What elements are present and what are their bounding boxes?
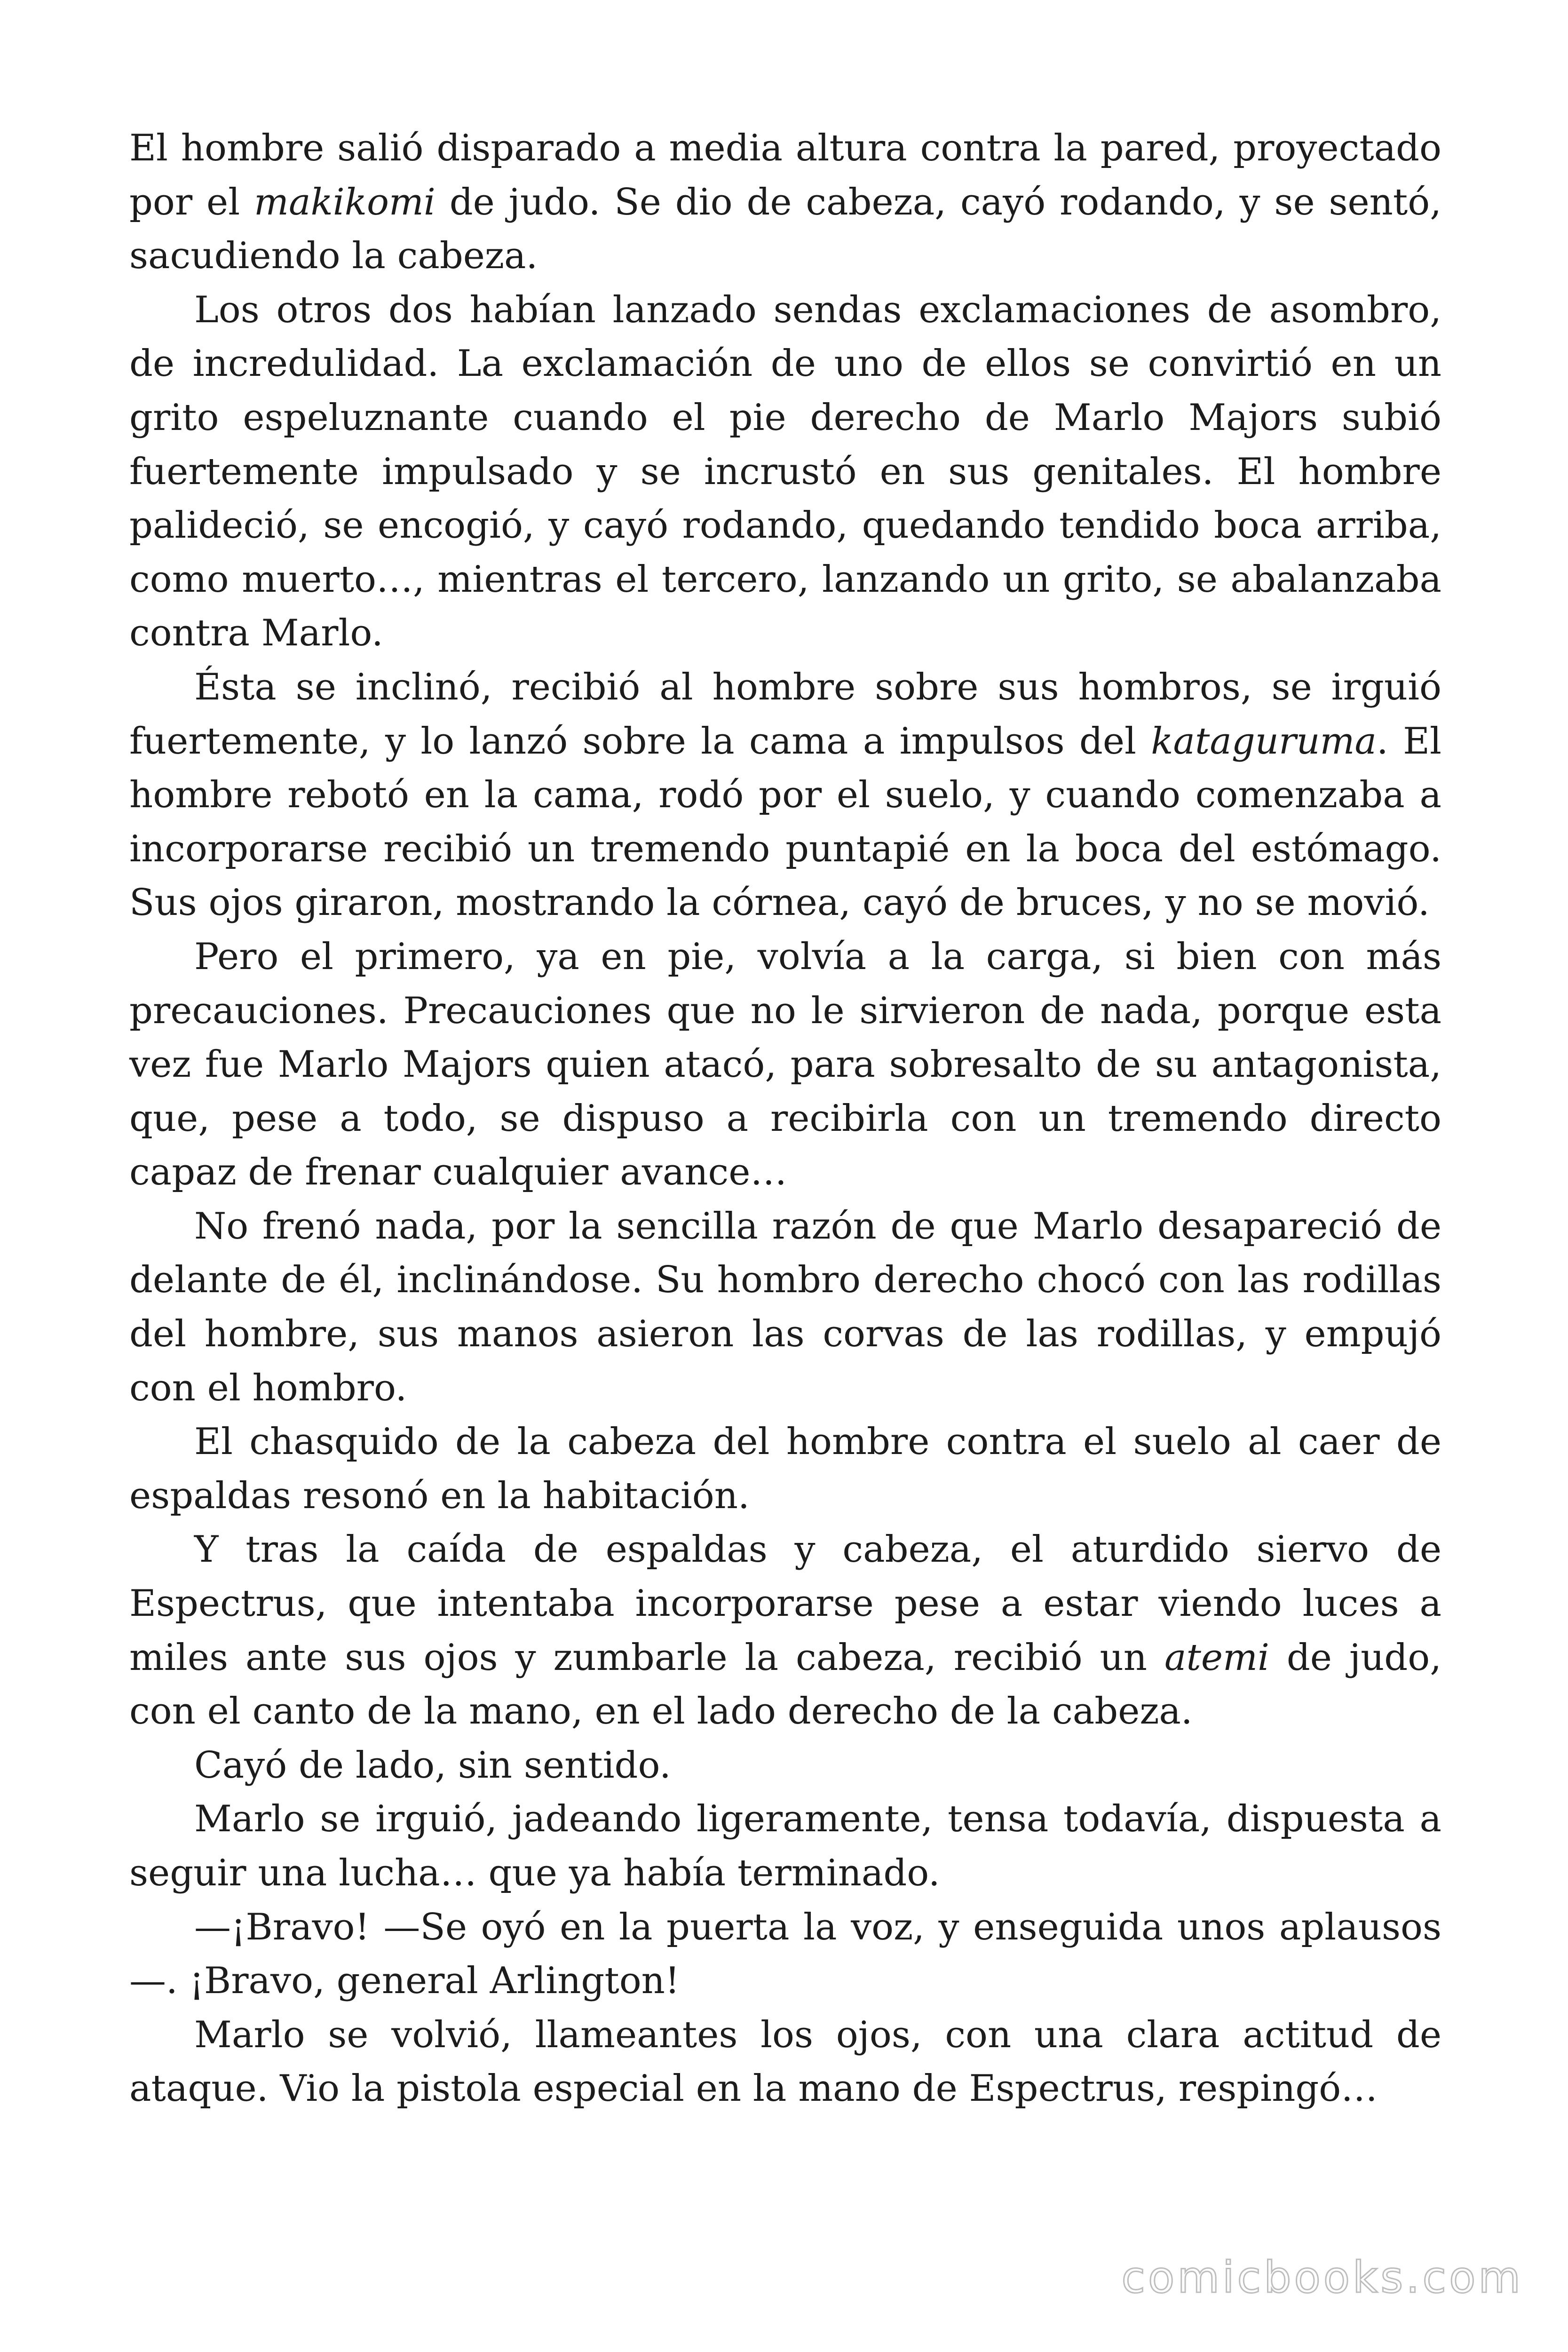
paragraph-5	[129, 1200, 1441, 1415]
text-run: Cayó de lado, sin sentido.	[194, 1744, 671, 1787]
paragraph-7	[129, 1523, 1441, 1738]
paragraph-9	[129, 1792, 1441, 1900]
text-run: El hombre salió disparado a media altura contra la pared, proyectado por el	[129, 127, 1441, 223]
italic-term-kataguruma: kataguruma	[1151, 720, 1377, 763]
paragraph-1	[129, 121, 1441, 283]
text-run: de judo. Se dio de cabeza, cayó rodando, y se sentó, sacudiendo la cabeza.	[129, 181, 1442, 278]
text-run: Marlo se irguió, jadeando ligeramente, tensa todavía, dispuesta a seguir una lucha… que ya había terminado.	[129, 1798, 1441, 1894]
paragraph-4	[129, 930, 1441, 1200]
text-run: Ésta se inclinó, recibió al hombre sobre sus hombros, se irguió fuertemente, y lo lanzó sobre la cama a impulsos del	[129, 666, 1441, 763]
text-run: Marlo se volvió, llameantes los ojos, con una clara actitud de ataque. Vio la pistola especial en la mano de Espectrus, respingó…	[129, 2013, 1441, 2110]
paragraph-11	[129, 2008, 1441, 2116]
paragraph-2	[129, 283, 1441, 660]
paragraph-10	[129, 1900, 1441, 2008]
text-run: Pero el primero, ya en pie, volvía a la carga, si bien con más precauciones. Precauciones que no le sirvieron de nada, porque esta vez fue Marlo Majors quien atacó, para sobresalto de su antagonista, que, pese a todo, se dispuso a recibirla con un tremendo directo capaz de frenar cualquier avance…	[129, 935, 1441, 1194]
paragraph-6	[129, 1415, 1441, 1523]
italic-term-atemi: atemi	[1164, 1636, 1269, 1679]
watermark-logo: comicbooks.com	[1121, 2252, 1523, 2303]
paragraph-3	[129, 660, 1441, 930]
text-run: El chasquido de la cabeza del hombre contra el suelo al caer de espaldas resonó en la habitación.	[129, 1421, 1441, 1517]
paragraph-8	[129, 1739, 1441, 1793]
page-body-text	[129, 121, 1441, 2116]
text-run: —¡Bravo! —Se oyó en la puerta la voz, y enseguida unos aplausos—. ¡Bravo, general Arlington!	[129, 1906, 1441, 2002]
text-run: No frenó nada, por la sencilla razón de que Marlo desapareció de delante de él, inclinándose. Su hombro derecho chocó con las rodillas del hombre, sus manos asieron las corvas de las rodillas, y empujó con el hombro.	[129, 1205, 1441, 1409]
text-run: . El hombre rebotó en la cama, rodó por el suelo, y cuando comenzaba a incorporarse recibió un tremendo puntapié en la boca del estómago. Sus ojos giraron, mostrando la córnea, cayó de bruces, y no se movió.	[129, 720, 1441, 924]
italic-term-makikomi: makikomi	[254, 181, 436, 223]
text-run: Los otros dos habían lanzado sendas exclamaciones de asombro, de incredulidad. La exclamación de uno de ellos se convirtió en un grito espeluznante cuando el pie derecho de Marlo Majors subió fuertemente impulsado y se incrustó en sus genitales. El hombre palideció, se encogió, y cayó rodando, quedando tendido boca arriba, como muerto…, mientras el tercero, lanzando un grito, se abalanzaba contra Marlo.	[129, 288, 1441, 655]
text-run: de judo, con el canto de la mano, en el lado derecho de la cabeza.	[129, 1636, 1441, 1733]
text-run: Y tras la caída de espaldas y cabeza, el aturdido siervo de Espectrus, que intentaba incorporarse pese a estar viendo luces a miles ante sus ojos y zumbarle la cabeza, recibió un	[129, 1528, 1441, 1679]
